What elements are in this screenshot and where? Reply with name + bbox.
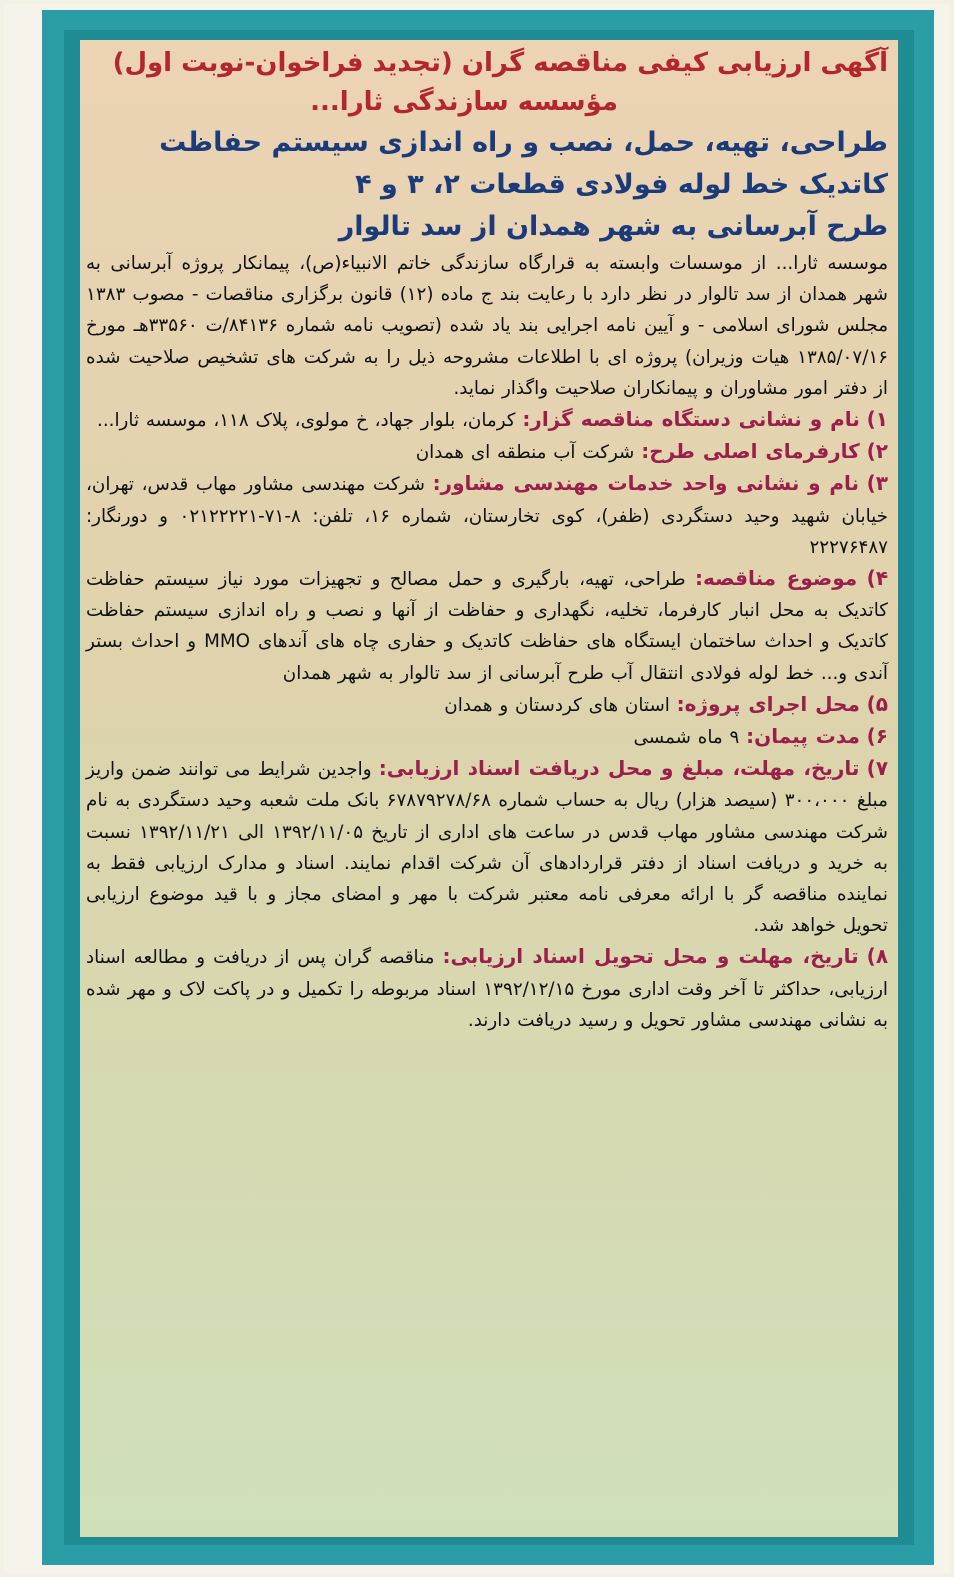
section-text: شرکت مهندسی مشاور مهاب قدس، تهران، خیابان شهید وحید دستگردی (ظفر)، کوی تخارستان، شماره ۱۶، تلفن: ۸-۷۱-۰۲۱۲۲۲۲۱ و دورنگار: ۲۲۲۷۶۴۸۷ — [86, 474, 888, 558]
section-8 — [86, 941, 888, 1036]
section-text: طراحی، تهیه، بارگیری و حمل مصالح و تجهیزات مورد نیاز سیستم حفاظت کاتدیک به محل انبار کارفرما، تخلیه، نگهداری و حفاظت از آنها و نصب و راه اندازی سیستم حفاظت کاتدیک و احداث ساختمان ایستگاه های حفاظت کاتدیک و حفاری چاه های آندهای MMO و احداث بستر آندی و... خط لوله فولادی انتقال آب طرح آبرسانی از سد تالوار به شهر همدان — [86, 569, 888, 684]
section-label: تاریخ، مهلت و محل تحویل اسناد ارزیابی: — [442, 944, 859, 969]
section-number: ۷) — [866, 756, 889, 781]
section-number: ۶) — [866, 724, 888, 749]
section-label: موضوع مناقصه: — [695, 566, 858, 591]
section-label: تاریخ، مهلت، مبلغ و محل دریافت اسناد ارزیابی: — [378, 756, 860, 781]
tender-ad-panel — [80, 40, 898, 1537]
section-6 — [86, 721, 888, 753]
section-text: شرکت آب منطقه ای همدان — [415, 442, 635, 464]
section-number: ۸) — [866, 944, 889, 969]
ad-title: آگهی ارزیابی کیفی مناقصه گران (تجدید فراخوان-نوبت اول) — [112, 48, 888, 78]
section-label: نام و نشانی واحد خدمات مهندسی مشاور: — [432, 471, 860, 496]
section-2 — [86, 436, 888, 468]
section-text: ۹ ماه شمسی — [633, 727, 740, 749]
section-number: ۴) — [866, 566, 889, 591]
section-text: کرمان، بلوار جهاد، خ مولوی، پلاک ۱۱۸، موسسه ثارا... — [97, 410, 516, 432]
organization-name: مؤسسه سازندگی ثارا... — [310, 87, 618, 117]
section-label: مدت پیمان: — [746, 724, 860, 749]
subject-line-2: کاتدیک خط لوله فولادی قطعات ۲، ۳ و ۴ — [355, 169, 888, 200]
subject-line-3: طرح آبرسانی به شهر همدان از سد تالوار — [338, 211, 888, 242]
section-5 — [86, 689, 888, 721]
section-text: مناقصه گران پس از دریافت و مطالعه اسناد ارزیابی، حداکثر تا آخر وقت اداری مورخ ۱۳۹۲/۱۲/۱۵ اسناد مربوطه را تکمیل و در پاکت لاک و مهر شده به نشانی مهندسی مشاور تحویل و رسید دریافت دارند. — [86, 947, 888, 1031]
section-text: استان های کردستان و همدان — [444, 694, 670, 716]
section-label: نام و نشانی دستگاه مناقصه گزار: — [522, 407, 860, 432]
section-4 — [86, 563, 888, 689]
section-text: واجدین شرایط می توانند ضمن واریز مبلغ ۳۰۰،۰۰۰ (سیصد هزار) ریال به حساب شماره ۶۷۸۷۹۲۷۸/۶۸ بانک ملت شعبه وحید دستگردی به نام شرکت مهندسی مشاور مهاب قدس در ساعت های اداری از تاریخ ۱۳۹۲/۱۱/۰۵ الی ۱۳۹۲/۱۱/۲۱ نسبت به خرید و دریافت اسناد از دفتر قراردادهای آن شرکت اقدام نمایند. اسناد و مدارک ارزیابی فقط به نماینده مناقصه گر با ارائه معرفی نامه معتبر شرکت با مهر و امضای مجاز و با قید موضوع ارزیابی تحویل خواهد شد. — [86, 759, 888, 937]
section-number: ۳) — [866, 471, 889, 496]
section-3 — [86, 468, 888, 563]
section-number: ۱) — [866, 407, 888, 432]
section-number: ۵) — [866, 691, 888, 716]
section-number: ۲) — [866, 439, 888, 464]
intro-paragraph: موسسه ثارا... از موسسات وابسته به قرارگاه سازندگی خاتم الانبیاء(ص)، پیمانکار پروژه آبرسانی به شهر همدان از سد تالوار در نظر دارد با رعایت بند ج ماده (۱۲) قانون برگزاری مناقصات - مصوب ۱۳۸۳ مجلس شورای اسلامی - و آیین نامه اجرایی بند یاد شده (تصویب نامه شماره ۸۴۱۳۶/ت ۳۳۵۶۰هـ مورخ ۱۳۸۵/۰۷/۱۶ هیات وزیران) پروژه ای با اطلاعات مشروحه ذیل را به شرکت های تشخیص صلاحیت شده از دفتر امور مشاوران و پیمانکاران صلاحیت واگذار نماید. — [86, 253, 888, 399]
section-label: کارفرمای اصلی طرح: — [641, 439, 860, 464]
section-1 — [86, 404, 888, 436]
subject-line-1: طراحی، تهیه، حمل، نصب و راه اندازی سیستم حفاظت — [159, 127, 888, 158]
section-7 — [86, 753, 888, 941]
section-label: محل اجرای پروژه: — [676, 691, 860, 716]
